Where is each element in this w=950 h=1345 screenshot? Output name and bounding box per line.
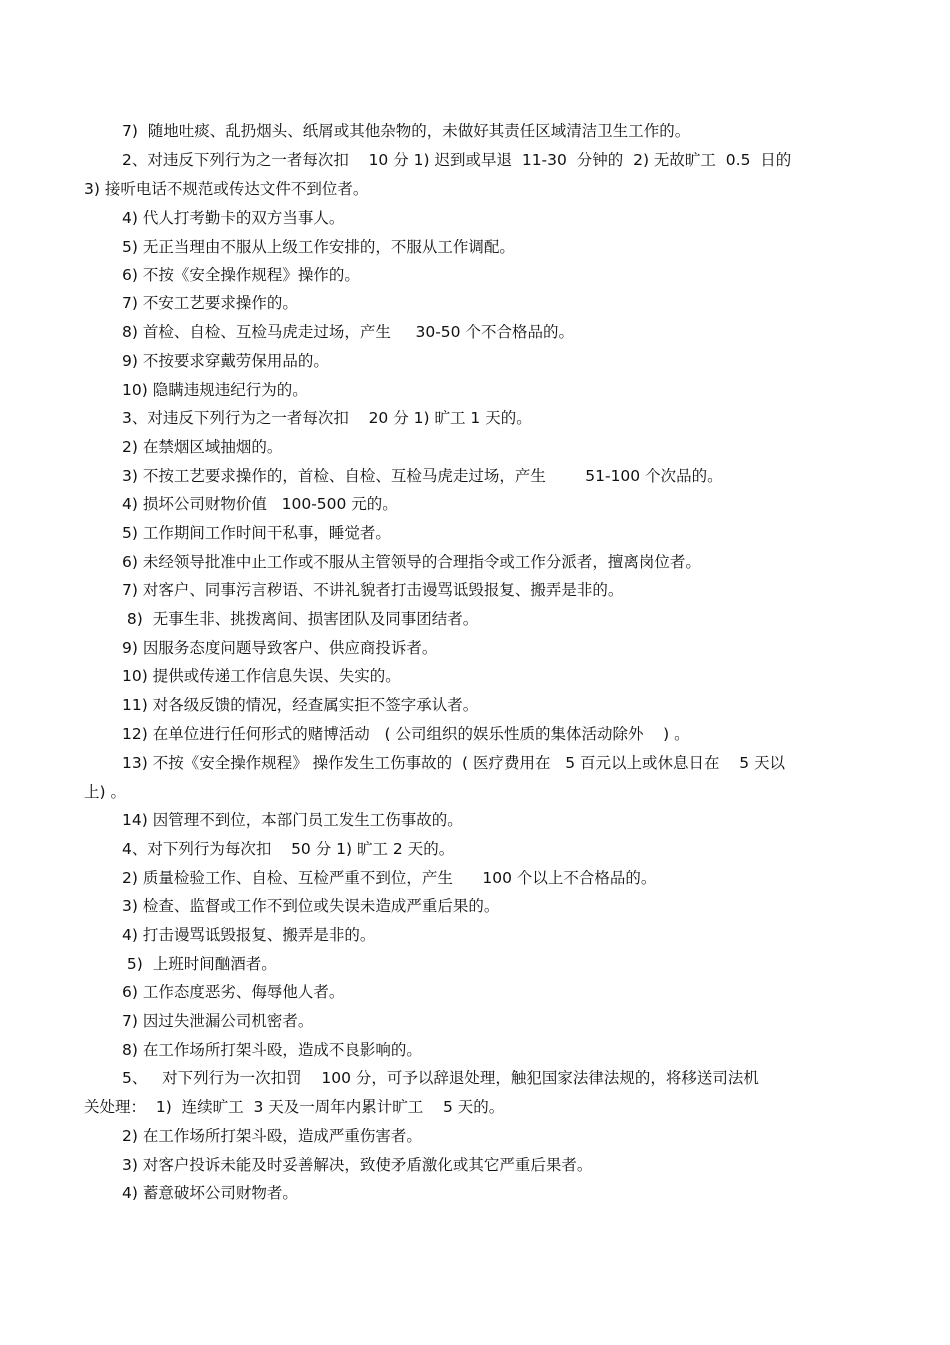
paragraph-line: 4) 蓄意破坏公司财物者。 (122, 1184, 298, 1202)
paragraph-line: 3) 检查、监督或工作不到位或失误未造成严重后果的。 (122, 897, 500, 915)
paragraph-line: 6) 未经领导批准中止工作或不服从主管领导的合理指令或工作分派者，擅离岗位者。 (122, 553, 701, 571)
paragraph-line: 2) 在工作场所打架斗殴，造成严重伤害者。 (122, 1127, 422, 1145)
paragraph-line: 11) 对各级反馈的情况，经查属实拒不签字承认者。 (122, 696, 479, 714)
paragraph-line: 5、 对下列行为一次扣罚 100 分，可予以辞退处理，触犯国家法律法规的，将移送司法机 (122, 1069, 759, 1087)
paragraph-line: 6) 不按《安全操作规程》操作的。 (122, 266, 360, 284)
paragraph-line: 10) 提供或传递工作信息失误、失实的。 (122, 667, 401, 685)
paragraph-line: 2) 质量检验工作、自检、互检严重不到位，产生 100 个以上不合格品的。 (122, 869, 657, 887)
paragraph-line: 5) 上班时间酗酒者。 (122, 955, 277, 973)
paragraph-line: 3) 对客户投诉未能及时妥善解决，致使矛盾激化或其它严重后果者。 (122, 1156, 593, 1174)
paragraph-line: 4、对下列行为每次扣 50 分 1) 旷工 2 天的。 (122, 840, 455, 858)
paragraph-line: 关处理： 1) 连续旷工 3 天及一周年内累计旷工 5 天的。 (84, 1098, 505, 1116)
paragraph-line: 4) 代人打考勤卡的双方当事人。 (122, 209, 345, 227)
paragraph-line: 7) 因过失泄漏公司机密者。 (122, 1012, 314, 1030)
paragraph-line: 7) 不安工艺要求操作的。 (122, 294, 298, 312)
paragraph-line: 2、对违反下列行为之一者每次扣 10 分 1) 迟到或早退 11-30 分钟的 2) 无故旷工 0.5 日的 (122, 151, 792, 169)
paragraph-line: 13) 不按《安全操作规程》 操作发生工伤事故的 ( 医疗费用在 5 百元以上或休息日在 5 天以 (122, 754, 786, 772)
paragraph-line: 3) 接听电话不规范或传达文件不到位者。 (84, 180, 369, 198)
paragraph-line: 8) 在工作场所打架斗殴，造成不良影响的。 (122, 1041, 422, 1059)
paragraph-line: 3、对违反下列行为之一者每次扣 20 分 1) 旷工 1 天的。 (122, 409, 532, 427)
paragraph-line: 8) 无事生非、挑拨离间、损害团队及同事团结者。 (122, 610, 479, 628)
paragraph-line: 5) 工作期间工作时间干私事，睡觉者。 (122, 524, 391, 542)
paragraph-line: 5) 无正当理由不服从上级工作安排的，不服从工作调配。 (122, 238, 515, 256)
paragraph-line: 2) 在禁烟区域抽烟的。 (122, 438, 283, 456)
paragraph-line: 10) 隐瞒违规违纪行为的。 (122, 381, 308, 399)
paragraph-line: 8) 首检、自检、互检马虎走过场，产生 30-50 个不合格品的。 (122, 323, 574, 341)
paragraph-line: 9) 不按要求穿戴劳保用品的。 (122, 352, 329, 370)
paragraph-line: 4) 损坏公司财物价值 100-500 元的。 (122, 495, 398, 513)
paragraph-line: 3) 不按工艺要求操作的，首检、自检、互检马虎走过场，产生 51-100 个次品的。 (122, 467, 723, 485)
paragraph-line: 14) 因管理不到位，本部门员工发生工伤事故的。 (122, 811, 463, 829)
paragraph-line: 4) 打击谩骂诋毁报复、搬弄是非的。 (122, 926, 376, 944)
paragraph-line: 7) 随地吐痰、乱扔烟头、纸屑或其他杂物的，未做好其责任区域清洁卫生工作的。 (122, 122, 691, 140)
paragraph-line: 上) 。 (84, 783, 126, 801)
paragraph-line: 6) 工作态度恶劣、侮辱他人者。 (122, 983, 345, 1001)
paragraph-line: 9) 因服务态度问题导致客户、供应商投诉者。 (122, 639, 438, 657)
paragraph-line: 7) 对客户、同事污言秽语、不讲礼貌者打击谩骂诋毁报复、搬弄是非的。 (122, 581, 624, 599)
paragraph-line: 12) 在单位进行任何形式的赌博活动 ( 公司组织的娱乐性质的集体活动除外 ) 。 (122, 725, 690, 743)
